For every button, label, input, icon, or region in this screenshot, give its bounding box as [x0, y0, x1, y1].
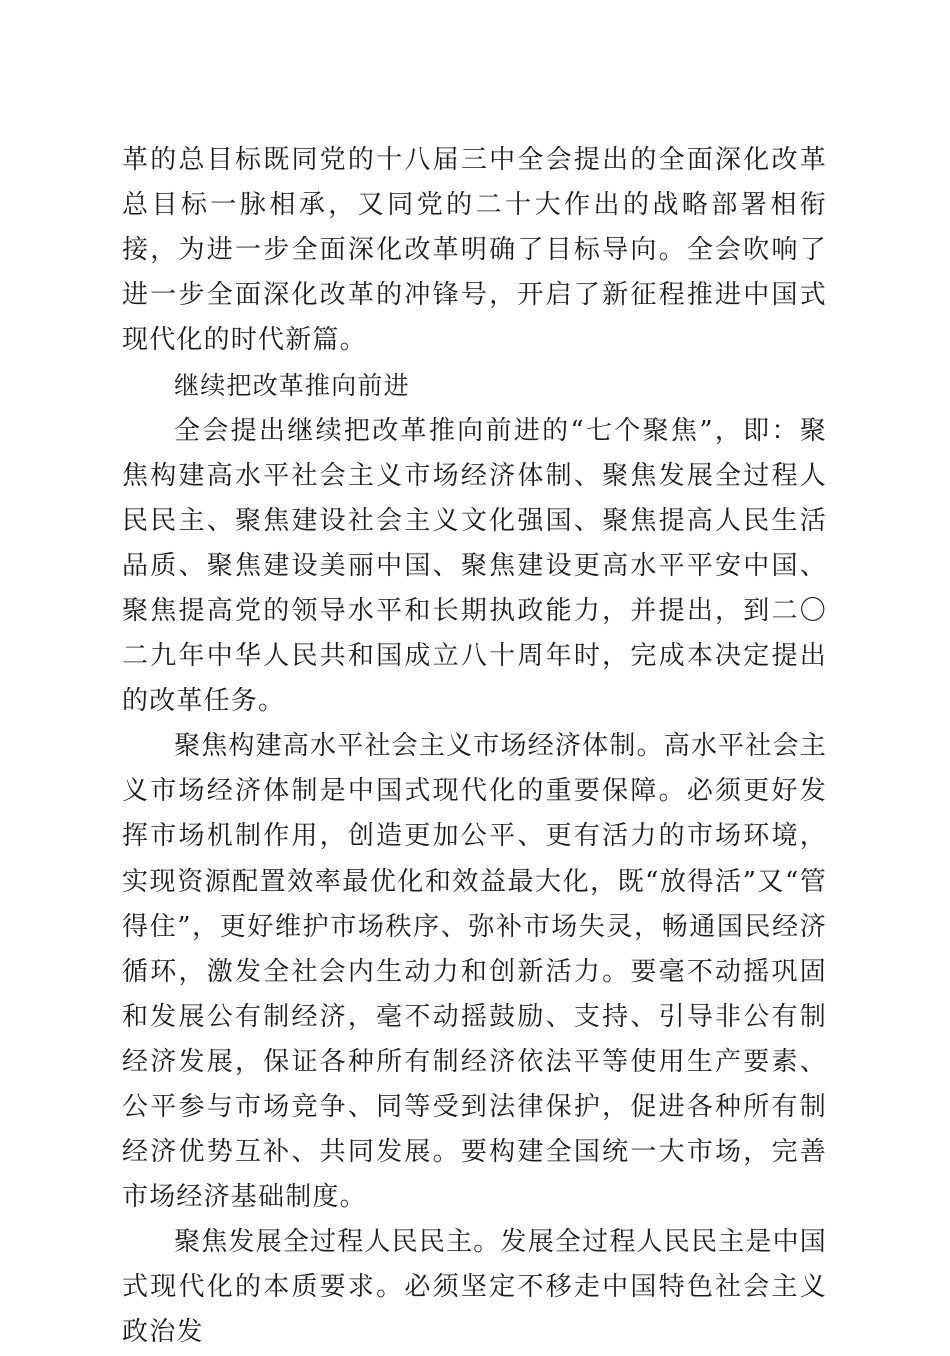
section-heading: 继续把改革推向前进 [174, 371, 410, 401]
paragraph-market-economy: 聚焦构建高水平社会主义市场经济体制。高水平社会主义市场经济体制是中国式现代化的重要保障。必须更好发挥市场机制作用，创造更加公平、更有活力的市场环境，实现资源配置效率最优化和效益最大化，既“放得活”又“管得住”，更好维护市场秩序、弥补市场失灵，畅通国民经济循环，激发全社会内生动力和创新活力。要毫不动摇巩固和发展公有制经济，毫不动摇鼓励、支持、引导非公有制经济发展，保证各种所有制经济依法平等使用生产要素、公平参与市场竞争、同等受到法律保护，促进各种所有制经济优势互补、共同发展。要构建全国统一大市场，完善市场经济基础制度。 [122, 731, 827, 1213]
paragraph-continued: 革的总目标既同党的十八届三中全会提出的全面深化改革总目标一脉相承，又同党的二十大作出的战略部署相衔接，为进一步全面深化改革明确了目标导向。全会吹响了进一步全面深化改革的冲锋号，开启了新征程推进中国式现代化的时代新篇。 [122, 145, 827, 356]
paragraph-seven-focuses: 全会提出继续把改革推向前进的“七个聚焦”，即：聚焦构建高水平社会主义市场经济体制、聚焦发展全过程人民民主、聚焦建设社会主义文化强国、聚焦提高人民生活品质、聚焦建设美丽中国、聚焦建设更高水平平安中国、聚焦提高党的领导水平和长期执政能力，并提出，到二〇二九年中华人民共和国成立八十周年时，完成本决定提出的改革任务。 [122, 415, 827, 717]
paragraph-peoples-democracy: 聚焦发展全过程人民民主。发展全过程人民民主是中国式现代化的本质要求。必须坚定不移走中国特色社会主义政治发 [122, 1227, 827, 1348]
document-body [122, 138, 827, 1356]
